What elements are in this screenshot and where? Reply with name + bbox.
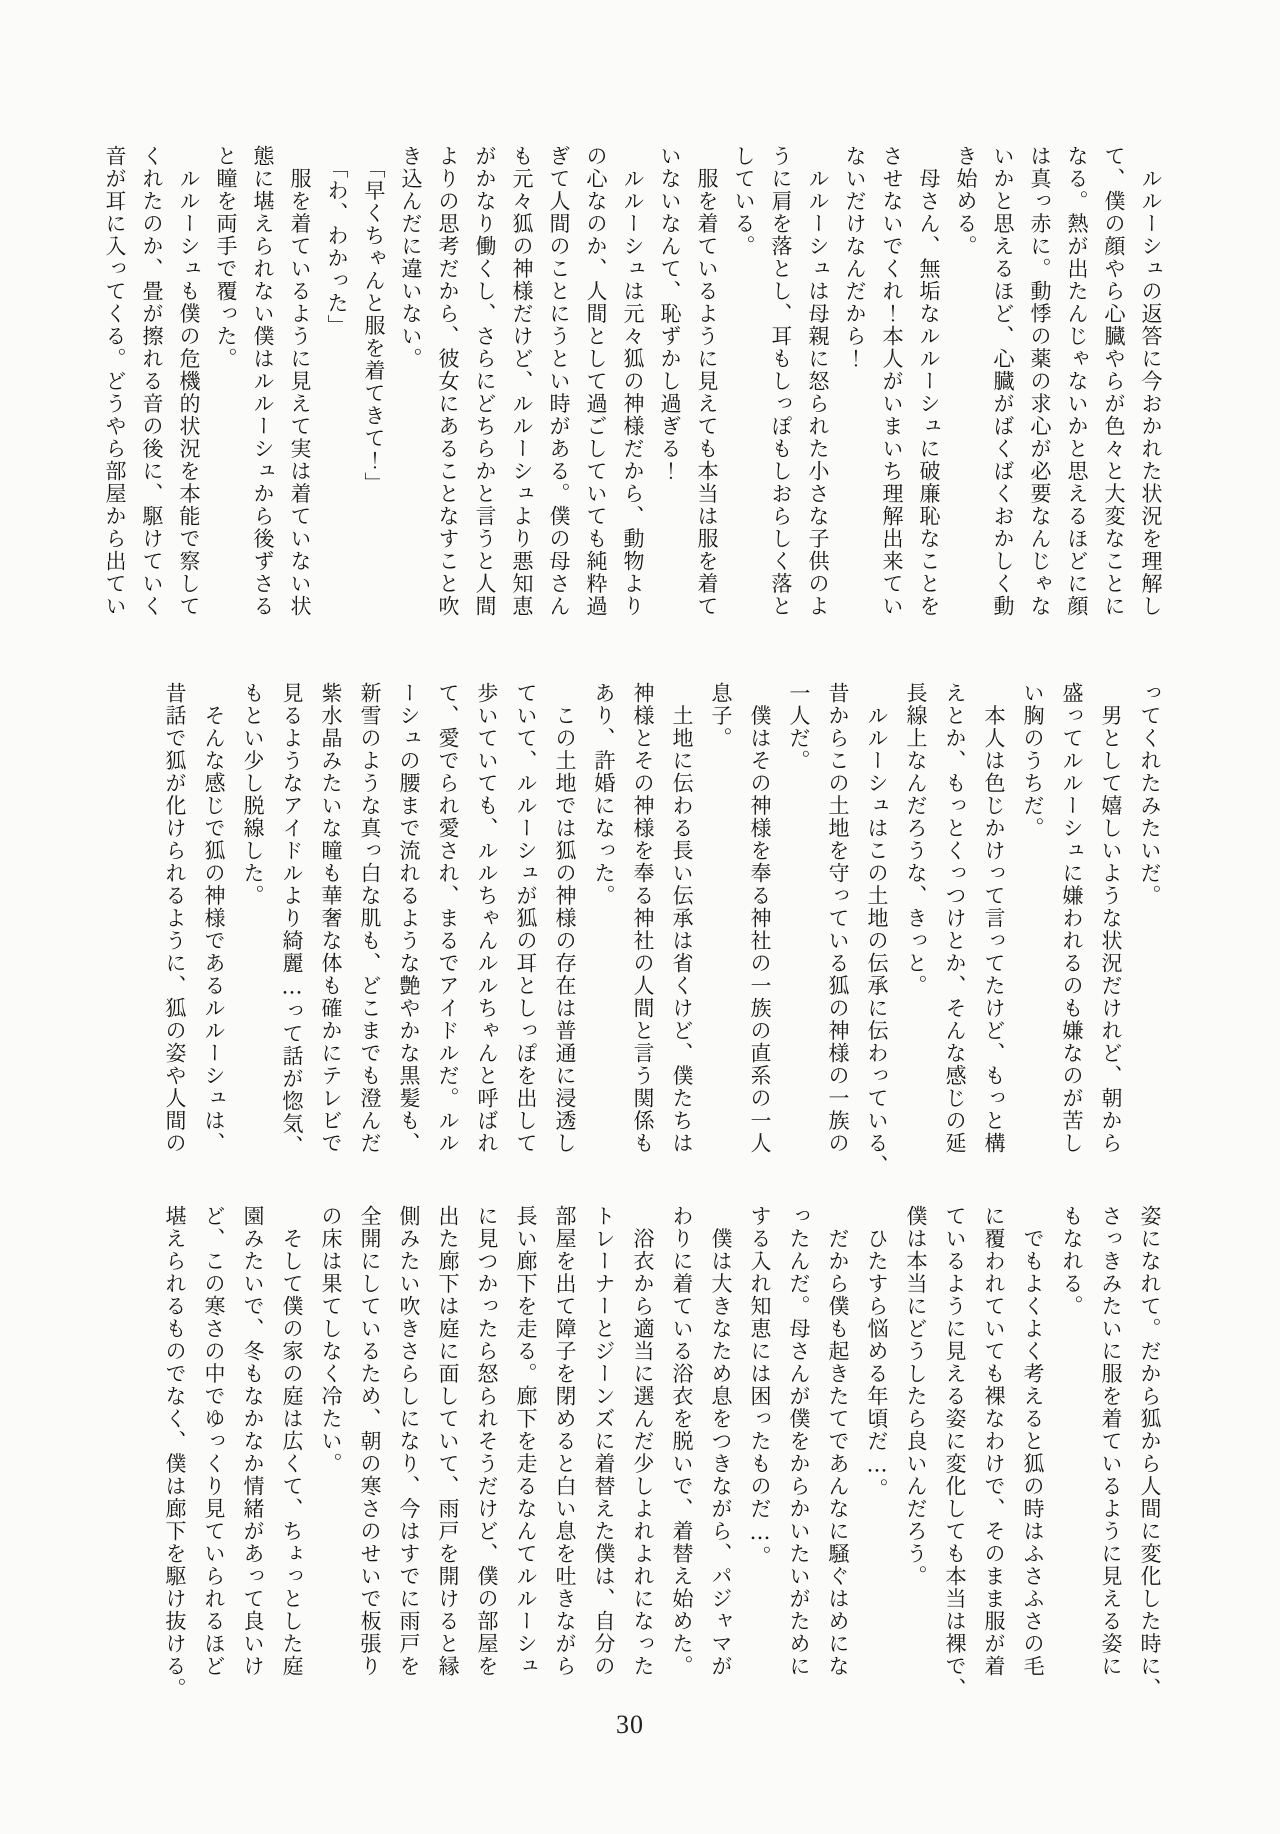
text-column: 姿になれて。だから狐から人間に変化した時に、 [1138, 1205, 1162, 1700]
text-column: 見るようなアイドルより綺麗…って話が惚気、 [280, 682, 304, 1158]
text-column: 神様とその神様を奉る神社の人間と言う関係も [631, 682, 655, 1155]
text-band-top [95, 145, 1169, 645]
text-column: ってくれたみたいだ。 [1138, 682, 1162, 907]
text-column: だから僕も起きたてであんなに騒ぐはめにな [826, 1205, 850, 1678]
text-column: ったんだ。母さんが僕をからかいたいがために [787, 1205, 811, 1678]
text-column: 昔話で狐が化けられるように、狐の姿や人間の [163, 682, 187, 1155]
text-column: 母さん、無垢なルルーシュに破廉恥なことを [917, 145, 941, 618]
text-column: は真っ赤に。動悸の薬の求心が必要なんじゃな [1028, 145, 1052, 618]
text-column: 紫水晶みたいな瞳も華奢な体も確かにテレビで [319, 682, 343, 1155]
text-column: 浴衣から適当に選んだ少しよれよれになった [631, 1205, 655, 1678]
text-column: 園みたいで、冬もなかなか情緒があって良いけ [241, 1205, 265, 1678]
text-column: 息子。 [709, 682, 733, 750]
text-column: に覆われていても裸なわけで、そのまま服が着 [982, 1205, 1006, 1678]
text-column: ルルーシュは元々狐の神様だから、動物より [621, 145, 645, 618]
text-column: も元々狐の神様だけど、ルルーシュより悪知恵 [510, 145, 534, 618]
text-column: いないなんて、恥ずかし過ぎる！ [658, 145, 682, 483]
text-column: 僕は大きなため息をつきながら、パジャマが [709, 1205, 733, 1678]
text-column: 態に堪えられない僕はルルーシュから後ずさる [251, 145, 275, 618]
text-column: 出た廊下は庭に面していて、雨戸を開けると縁 [436, 1205, 460, 1678]
page-number: 30 [616, 1710, 644, 1739]
text-column: て、僕の顔やら心臓やらが色々と大変なことに [1102, 145, 1126, 618]
text-column: もとい少し脱線した。 [241, 682, 265, 907]
text-column: 盛ってルルーシュに嫌われるのも嫌なのが苦し [1060, 682, 1084, 1155]
text-column: き込んだに違いない。 [399, 145, 423, 370]
text-column: えとか、もっとくっつけとか、そんな感じの延 [943, 682, 967, 1155]
text-column: 長線上なんだろうな、きっと。 [904, 682, 928, 997]
text-column: の床は果てしなく冷たい。 [319, 1205, 343, 1475]
text-column: いかと思えるほど、心臓がばくばくおかしく動 [991, 145, 1015, 618]
text-column: ないだけなんだから！ [843, 145, 867, 370]
text-column: ど、この寒さの中でゆっくり見ていられるほど [202, 1205, 226, 1678]
text-column: 本人は色じかけって言ってたけど、もっと構 [982, 682, 1006, 1155]
text-band-middle [154, 682, 1169, 1182]
text-column: ルルーシュの返答に今おかれた状況を理解し [1139, 145, 1163, 618]
text-column: あり、許婚になった。 [592, 682, 616, 907]
text-column: ぎて人間のことにうとい時がある。僕の母さん [547, 145, 571, 618]
text-column: 歩いていても、ルルちゃんルルちゃんと呼ばれ [475, 682, 499, 1155]
text-column: 一人だ。 [787, 682, 811, 772]
text-column: 「早くちゃんと服を着てきて！」 [362, 145, 386, 495]
text-column: でもよくよく考えると狐の時はふさふさの毛 [1021, 1205, 1045, 1678]
text-column: 男として嬉しいような状況だけれど、朝から [1099, 682, 1123, 1155]
text-column: がかなり働くし、さらにどちらかと言うと人間 [473, 145, 497, 618]
text-column: ルルーシュはこの土地の伝承に伝わっている、 [865, 682, 889, 1177]
text-column: と瞳を両手で覆った。 [214, 145, 238, 370]
text-column: 僕はその神様を奉る神社の一族の直系の一人 [748, 682, 772, 1155]
text-column: くれたのか、畳が擦れる音の後に、駆けていく [140, 145, 164, 618]
text-column: ルルーシュは母親に怒られた小さな子供のよ [806, 145, 830, 618]
text-column: ていて、ルルーシュが狐の耳としっぽを出して [514, 682, 538, 1155]
text-column: き始める。 [954, 145, 978, 258]
text-column: 新雪のような真っ白な肌も、どこまでも澄んだ [358, 682, 382, 1155]
text-column: 服を着ているように見えても本当は服を着て [695, 145, 719, 618]
text-column: 側みたい吹きさらしになり、今はすでに雨戸を [397, 1205, 421, 1678]
text-column: 服を着ているように見えて実は着ていない状 [288, 145, 312, 618]
text-column: さっきみたいに服を着ているように見える姿に [1099, 1205, 1123, 1678]
text-column: させないでくれ！本人がいまいち理解出来てい [880, 145, 904, 618]
text-column: わりに着ている浴衣を脱いで、着替え始めた。 [670, 1205, 694, 1678]
text-column: そして僕の家の庭は広くて、ちょっとした庭 [280, 1205, 304, 1678]
text-column: 堪えられるものでなく、僕は廊下を駆け抜ける。 [163, 1205, 187, 1700]
text-column: ひたすら悩める年頃だ…。 [865, 1205, 889, 1501]
text-column: い胸のうちだ。 [1021, 682, 1045, 840]
text-column: 「わ、わかった」 [325, 145, 349, 337]
text-column: 音が耳に入ってくる。どうやら部屋から出てい [103, 145, 127, 618]
text-column: この土地では狐の神様の存在は普通に浸透し [553, 682, 577, 1155]
text-column: うに肩を落とし、耳もしっぽもしおらしく落と [769, 145, 793, 618]
text-column: 土地に伝わる長い伝承は省くけど、僕たちは [670, 682, 694, 1155]
text-column: て、愛でられ愛され、まるでアイドルだ。ルル [436, 682, 460, 1155]
text-column: ーシュの腰まで流れるような艶やかな黒髪も、 [397, 682, 421, 1155]
text-column: する入れ知恵には困ったものだ…。 [748, 1205, 772, 1568]
text-column: している。 [732, 145, 756, 258]
text-column: そんな感じで狐の神様であるルルーシュは、 [202, 682, 226, 1155]
text-column: なる。熱が出たんじゃないかと思えるほどに顔 [1065, 145, 1089, 618]
text-band-bottom [154, 1205, 1169, 1705]
text-column: 昔からこの土地を守っている狐の神様の一族の [826, 682, 850, 1155]
text-column: の心なのか、人間として過ごしていても純粋過 [584, 145, 608, 618]
text-column: に見つかったら怒られそうだけど、僕の部屋を [475, 1205, 499, 1678]
text-column: ているように見える姿に変化しても本当は裸で、 [943, 1205, 967, 1700]
text-column: よりの思考だから、彼女にあることなすこと吹 [436, 145, 460, 618]
text-column: 僕は本当にどうしたら良いんだろう。 [904, 1205, 928, 1588]
text-column: ルルーシュも僕の危機的状況を本能で察して [177, 145, 201, 618]
text-column: トレーナーとジーンズに着替えた僕は、自分の [592, 1205, 616, 1678]
text-column: もなれる。 [1060, 1205, 1084, 1318]
text-column: 長い廊下を走る。廊下を走るなんてルルーシュ [514, 1205, 538, 1678]
text-column: 部屋を出て障子を閉めると白い息を吐きながら [553, 1205, 577, 1678]
text-column: 全開にしているため、朝の寒さのせいで板張り [358, 1205, 382, 1678]
